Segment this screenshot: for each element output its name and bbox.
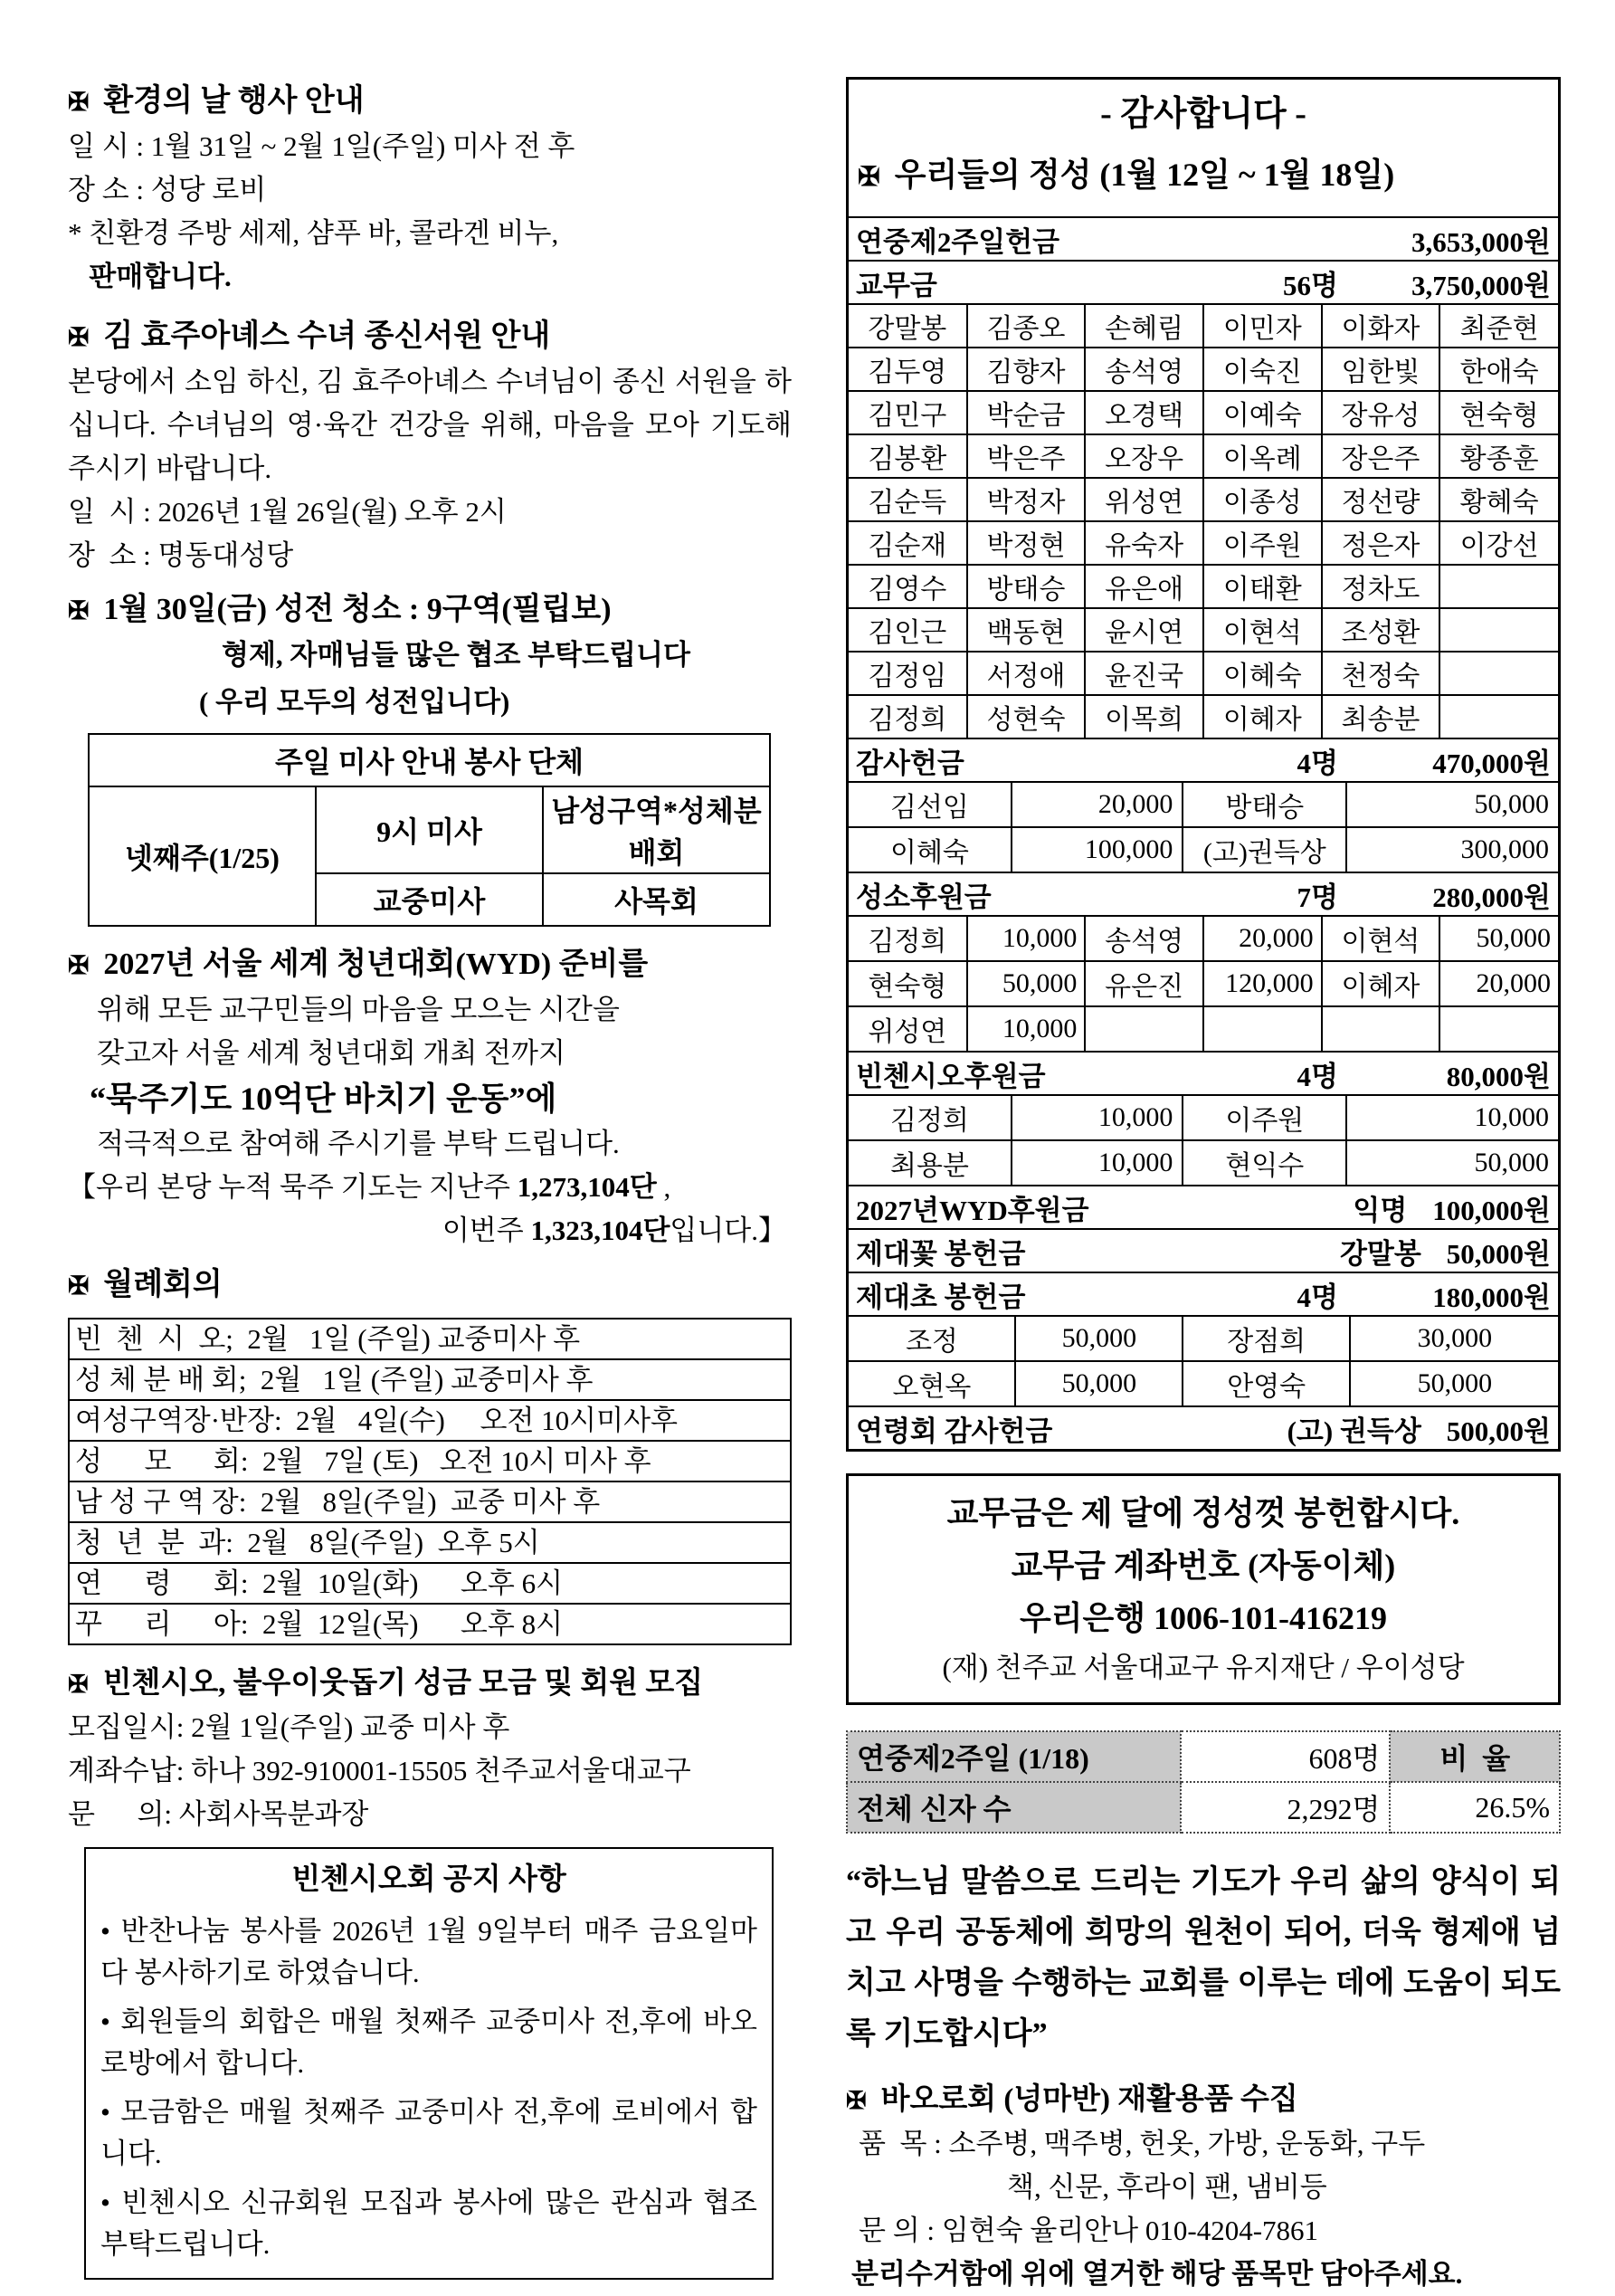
- table-cell: [1439, 652, 1558, 695]
- table-cell: 김봉환: [849, 434, 967, 478]
- mass-week-cell: 넷째주(1/25): [89, 786, 316, 926]
- yeonryeong-label: 연령회 감사헌금: [856, 1415, 1053, 1447]
- table-cell: 윤진국: [1085, 652, 1203, 695]
- table-row: [849, 783, 1558, 827]
- account-info-box: [846, 1473, 1561, 1705]
- monthly-heading: [68, 1263, 792, 1309]
- table-cell: 유은진: [1085, 961, 1203, 1006]
- table-cell: 20,000: [1439, 961, 1558, 1006]
- paulo-warning-line: 분리수거함에 위에 열거한 해당 품목만 담아주세요.: [851, 2258, 1463, 2290]
- table-cell: 오경택: [1085, 391, 1203, 434]
- cross-icon: ✠: [846, 2087, 867, 2114]
- account-line1: 교무금은 제 달에 정성껏 봉헌합시다.: [946, 1495, 1460, 1531]
- table-cell: 조정: [849, 1317, 1015, 1361]
- env-section-heading: [68, 80, 792, 125]
- table-cell: 최준현: [1439, 305, 1558, 348]
- wyd-rosary-lastweek: [68, 1166, 792, 1209]
- vincentfund-amount: 80,000원: [1446, 1060, 1551, 1092]
- table-cell: 황혜숙: [1439, 478, 1558, 521]
- table-cell: 10,000: [1346, 1096, 1558, 1140]
- notice-bullet: • 모금함은 매월 첫째주 교중미사 전,후에 로비에서 합니다.: [100, 2096, 757, 2169]
- env-place-line: 장 소 : 성당 로비: [68, 174, 267, 205]
- cross-icon: ✠: [68, 1272, 90, 1300]
- table-row: [849, 521, 1558, 565]
- table-row: [89, 734, 770, 786]
- cross-icon: ✠: [68, 89, 90, 117]
- monthly-meeting-table: [68, 1318, 792, 1645]
- candle-label: 제대초 봉헌금: [856, 1281, 1026, 1313]
- table-row: [849, 434, 1558, 478]
- wydfund-label: 2027년WYD후원금: [856, 1194, 1089, 1226]
- table-cell: 이화자: [1322, 305, 1440, 348]
- cross-icon: ✠: [68, 952, 90, 980]
- wydfund-summary-row: [849, 1186, 1558, 1230]
- mass-table-header: 주일 미사 안내 봉사 단체: [89, 734, 770, 786]
- candle-detail-table: [849, 1317, 1558, 1407]
- env-title: 환경의 날 행사 안내: [103, 84, 365, 118]
- table-cell: 오장우: [1085, 434, 1203, 478]
- wydfund-donor: 익명: [1353, 1194, 1408, 1226]
- table-cell: 송석영: [1085, 348, 1203, 391]
- thanks-subtitle: [858, 143, 1549, 209]
- vincentfund-label: 빈첸시오후원금: [856, 1060, 1046, 1092]
- table-cell: 장유성: [1322, 391, 1440, 434]
- gamsa-detail-table: [849, 783, 1558, 873]
- gyomugeum-amount: 3,750,000원: [1411, 269, 1551, 301]
- table-row: [849, 1006, 1558, 1052]
- table-cell: 박정자: [967, 478, 1086, 521]
- schedule-row: 꾸 리 아: 2월 12일(목) 오후 8시: [75, 1608, 564, 1640]
- mass-time-cell: 9시 미사: [316, 786, 543, 873]
- offering-amount: 3,653,000원: [1411, 225, 1551, 258]
- cross-icon: ✠: [68, 597, 90, 625]
- cross-icon: ✠: [858, 163, 880, 192]
- table-row: [849, 695, 1558, 738]
- table-cell: 이주원: [1203, 521, 1322, 565]
- candle-summary-row: [849, 1273, 1558, 1317]
- wyd-line4: 적극적으로 참여해 주시기를 부탁 드립니다.: [97, 1128, 620, 1159]
- wyd-title: 2027년 서울 세계 청년대회(WYD) 준비를: [103, 948, 649, 981]
- gyomugeum-count: 56명: [1283, 269, 1338, 301]
- table-cell: 이주원: [1183, 1096, 1346, 1140]
- nun-date-line: 일 시 : 2026년 1월 26일(월) 오후 2시: [68, 496, 507, 528]
- rosary-text: 입니다.】: [670, 1215, 786, 1246]
- table-cell: 위성연: [849, 1006, 967, 1052]
- table-cell: 이민자: [1203, 305, 1322, 348]
- table-cell: 이종성: [1203, 478, 1322, 521]
- table-cell: 박순금: [967, 391, 1086, 434]
- seongso-amount: 280,000원: [1432, 881, 1551, 913]
- table-row: [847, 1731, 1560, 1782]
- table-row: [849, 305, 1558, 348]
- table-cell: 김정희: [849, 917, 967, 961]
- seongso-label: 성소후원금: [856, 881, 992, 913]
- table-cell: 김종오: [967, 305, 1086, 348]
- table-row: [847, 1782, 1560, 1833]
- gamsa-label: 감사헌금: [856, 747, 964, 779]
- table-row: [849, 565, 1558, 608]
- table-cell: 김민구: [849, 391, 967, 434]
- table-cell: 유은애: [1085, 565, 1203, 608]
- table-cell: 강말봉: [849, 305, 967, 348]
- account-number: 우리은행 1006-101-416219: [1019, 1600, 1388, 1636]
- seongso-detail-table: [849, 917, 1558, 1053]
- nun-title: 김 효주아녜스 수녀 종신서원 안내: [103, 319, 551, 353]
- rosary-count-lastweek: 1,273,104단: [517, 1171, 657, 1203]
- table-cell: 현숙형: [849, 961, 967, 1006]
- offering-label: 연중제2주일헌금: [856, 225, 1060, 258]
- table-cell: (고)권득상: [1183, 827, 1346, 872]
- table-cell: 50,000: [1346, 783, 1558, 827]
- env-date-line: 일 시 : 1월 31일 ~ 2월 1일(주일) 미사 전 후: [68, 130, 575, 162]
- vincent-account-line: 계좌수납: 하나 392-910001-15505 천주교서울대교구: [68, 1755, 691, 1786]
- vincent-heading: [68, 1662, 792, 1706]
- table-cell: 이강선: [1439, 521, 1558, 565]
- table-cell: 이혜자: [1203, 695, 1322, 738]
- table-cell: [1439, 565, 1558, 608]
- notice-box-title: 빈첸시오회 공지 사항: [291, 1863, 566, 1896]
- table-cell: 안영숙: [1183, 1361, 1350, 1406]
- vincentfund-count: 4명: [1297, 1060, 1338, 1092]
- table-cell: 임한빛: [1322, 348, 1440, 391]
- wyd-line2: 갖고자 서울 세계 청년대회 개최 전까지: [97, 1037, 565, 1069]
- schedule-row: 성 체 분 배 회; 2월 1일 (주일) 교중미사 후: [70, 1360, 790, 1401]
- table-cell: 정차도: [1322, 565, 1440, 608]
- table-cell: 김인근: [849, 608, 967, 652]
- table-cell: 박정현: [967, 521, 1086, 565]
- table-cell: 김정임: [849, 652, 967, 695]
- cleaning-title: 1월 30일(금) 성전 청소 : 9구역(필립보): [103, 593, 612, 626]
- vincentfund-detail-table: [849, 1096, 1558, 1186]
- table-cell: 50,000: [967, 961, 1086, 1006]
- table-cell: 50,000: [1439, 917, 1558, 961]
- table-cell: 30,000: [1350, 1317, 1558, 1361]
- table-cell: 백동현: [967, 608, 1086, 652]
- paulo-heading: [846, 2078, 1561, 2122]
- yeonryeong-amount: 500,00원: [1446, 1415, 1551, 1447]
- paulo-title: 바오로회 (넝마반) 재활용품 수집: [880, 2083, 1298, 2116]
- table-cell: 50,000: [1015, 1317, 1183, 1361]
- table-row: [849, 961, 1558, 1006]
- mass-time-cell: 교중미사: [316, 873, 543, 926]
- table-cell: 정선량: [1322, 478, 1440, 521]
- vincent-contact-line: 문 의: 사회사목분과장: [68, 1798, 369, 1830]
- env-items-line: * 친환경 주방 세제, 샴푸 바, 콜라겐 비누,: [68, 217, 559, 249]
- table-cell: 10,000: [967, 1006, 1086, 1052]
- table-cell: 성현숙: [967, 695, 1086, 738]
- flower-amount: 50,000원: [1446, 1237, 1551, 1270]
- table-row: [849, 1361, 1558, 1406]
- schedule-row: 여성구역장·반장: 2월 4일(수) 오전 10시미사후: [70, 1401, 790, 1442]
- thanks-title: - 감사합니다 -: [1100, 95, 1306, 133]
- table-cell: 현숙형: [1439, 391, 1558, 434]
- vincent-title: 빈첸시오, 불우이웃돕기 성금 모금 및 회원 모집: [102, 1667, 704, 1700]
- table-row: [849, 608, 1558, 652]
- rosary-text: 이번주: [442, 1215, 531, 1246]
- nun-section-heading: [68, 315, 792, 360]
- table-cell: 100,000: [1012, 827, 1183, 872]
- gyomugeum-label: 교무금: [856, 269, 937, 301]
- table-cell: 한애숙: [1439, 348, 1558, 391]
- table-cell: 현익수: [1183, 1140, 1346, 1186]
- thanks-header: [849, 80, 1558, 218]
- table-row: [849, 1317, 1558, 1361]
- table-cell: 이태환: [1203, 565, 1322, 608]
- wydfund-amount: 100,000원: [1432, 1194, 1551, 1226]
- table-cell: 위성연: [1085, 478, 1203, 521]
- candle-count: 4명: [1297, 1281, 1338, 1313]
- flower-summary-row: [849, 1230, 1558, 1273]
- table-cell: [1439, 695, 1558, 738]
- table-row: [849, 917, 1558, 961]
- table-row: [849, 391, 1558, 434]
- table-row: [849, 1140, 1558, 1186]
- table-cell: 김영수: [849, 565, 967, 608]
- notice-bullet: • 반찬나눔 봉사를 2026년 1월 9일부터 매주 금요일마다 봉사하기로 하였습니다.: [100, 1915, 757, 1988]
- wyd-heading: [68, 943, 792, 988]
- schedule-row: 청 년 분 과: 2월 8일(주일) 오후 5시: [70, 1523, 790, 1564]
- gyomugeum-summary-row: [849, 262, 1558, 305]
- flower-label: 제대꽃 봉헌금: [856, 1237, 1026, 1270]
- cross-icon: ✠: [68, 1671, 89, 1698]
- table-cell: 10,000: [967, 917, 1086, 961]
- right-column: [846, 0, 1561, 2296]
- wyd-rosary-thisweek: [68, 1209, 792, 1253]
- table-cell: 300,000: [1346, 827, 1558, 872]
- paulo-items-line2: 책, 신문, 후라이 팬, 냄비등: [1007, 2171, 1327, 2203]
- mass-guide-table: [88, 733, 771, 927]
- table-cell: 박은주: [967, 434, 1086, 478]
- left-column: [68, 0, 792, 2280]
- schedule-row: 성 모 회: 2월 7일 (토) 오전 10시 미사 후: [70, 1442, 790, 1482]
- seongso-summary-row: [849, 873, 1558, 917]
- table-cell: 장점희: [1183, 1317, 1350, 1361]
- vincent-date-line: 모집일시: 2월 1일(주일) 교중 미사 후: [68, 1711, 510, 1743]
- table-cell: 방태승: [1183, 783, 1346, 827]
- table-cell: 이현석: [1322, 917, 1440, 961]
- schedule-row: 남 성 구 역 장: 2월 8일(주일) 교중 미사 후: [70, 1482, 790, 1523]
- paulo-contact-line: 문 의 : 임현숙 율리안나 010-4204-7861: [859, 2215, 1319, 2246]
- rosary-text: ,: [656, 1171, 671, 1203]
- table-cell: 손혜림: [1085, 305, 1203, 348]
- gamsa-amount: 470,000원: [1432, 747, 1551, 779]
- table-cell: 유숙자: [1085, 521, 1203, 565]
- schedule-row: 연 령 회: 2월 10일(화) 오후 6시: [70, 1564, 790, 1605]
- seongso-count: 7명: [1297, 881, 1338, 913]
- prayer-quote: “하느님 말씀으로 드리는 기도가 우리 삶의 양식이 되고 우리 공동체에 희망의 원천이 되어, 더욱 형제애 넘치고 사명을 수행하는 교회를 이루는 데에 도움이 되도록 기도합시다”: [846, 1865, 1561, 2051]
- table-cell: 장은주: [1322, 434, 1440, 478]
- table-cell: 이혜자: [1322, 961, 1440, 1006]
- stats-week-label: 연중제2주일 (1/18): [847, 1731, 1181, 1782]
- wyd-slogan: “묵주기도 10억단 바치기 운동”에: [90, 1081, 557, 1117]
- table-cell: 조성환: [1322, 608, 1440, 652]
- cleaning-heading: [68, 588, 792, 634]
- attendance-stats-table: [846, 1730, 1561, 1834]
- table-cell: 윤시연: [1085, 608, 1203, 652]
- table-cell: 50,000: [1346, 1140, 1558, 1186]
- stats-week-count: 608명: [1181, 1731, 1390, 1782]
- table-cell: 이목희: [1085, 695, 1203, 738]
- table-cell: 김정희: [849, 1096, 1012, 1140]
- table-cell: [1203, 1006, 1322, 1052]
- table-cell: 50,000: [1350, 1361, 1558, 1406]
- table-cell: 김선임: [849, 783, 1012, 827]
- table-cell: 20,000: [1012, 783, 1183, 827]
- table-cell: 김정희: [849, 695, 967, 738]
- vincentfund-summary-row: [849, 1053, 1558, 1096]
- wyd-line1: 위해 모든 교구민들의 마음을 모으는 시간을: [97, 994, 620, 1025]
- rosary-count-thisweek: 1,323,104단: [530, 1215, 670, 1246]
- table-cell: 방태승: [967, 565, 1086, 608]
- gamsa-count: 4명: [1297, 747, 1338, 779]
- table-cell: 송석영: [1085, 917, 1203, 961]
- table-row: [849, 827, 1558, 872]
- table-cell: 오현옥: [849, 1361, 1015, 1406]
- table-row: [89, 786, 770, 873]
- mass-group-cell: 남성구역*성체분배회: [543, 786, 770, 873]
- table-row: [849, 348, 1558, 391]
- notice-bullet: • 빈첸시오 신규회원 모집과 봉사에 많은 관심과 협조 부탁드립니다.: [100, 2186, 757, 2260]
- table-cell: 이현석: [1203, 608, 1322, 652]
- table-row: [849, 478, 1558, 521]
- cleaning-line3: ( 우리 모두의 성전입니다): [199, 686, 510, 718]
- account-line2: 교무금 계좌번호 (자동이체): [1011, 1548, 1396, 1584]
- table-cell: 이옥례: [1203, 434, 1322, 478]
- table-cell: [1322, 1006, 1440, 1052]
- vincent-notice-box: [84, 1847, 774, 2280]
- account-foundation: (재) 천주교 서울대교구 유지재단 / 우이성당: [942, 1652, 1465, 1683]
- table-cell: 김순재: [849, 521, 967, 565]
- thanks-subtitle-text: 우리들의 정성 (1월 12일 ~ 1월 18일): [894, 157, 1395, 193]
- nun-place-line: 장 소 : 명동대성당: [68, 539, 294, 571]
- rosary-text: 【우리 본당 누적 묵주 기도는 지난주: [68, 1171, 518, 1203]
- donor-names-table: [849, 305, 1558, 739]
- table-cell: 이예숙: [1203, 391, 1322, 434]
- table-cell: 20,000: [1203, 917, 1322, 961]
- table-cell: 이숙진: [1203, 348, 1322, 391]
- table-cell: 최송분: [1322, 695, 1440, 738]
- yeonryeong-donor: (고) 권득상: [1287, 1415, 1421, 1447]
- table-cell: 김향자: [967, 348, 1086, 391]
- stats-total-label: 전체 신자 수: [847, 1782, 1181, 1833]
- table-row: [849, 652, 1558, 695]
- table-cell: [1439, 1006, 1558, 1052]
- cross-icon: ✠: [68, 324, 90, 352]
- gamsa-summary-row: [849, 739, 1558, 783]
- nun-body: 본당에서 소임 하신, 김 효주아녜스 수녀님이 종신 서원을 하십니다. 수녀님의 영·육간 건강을 위해, 마음을 모아 기도해 주시기 바랍니다.: [68, 366, 792, 484]
- table-cell: 120,000: [1203, 961, 1322, 1006]
- table-cell: [1439, 608, 1558, 652]
- table-cell: 김순득: [849, 478, 967, 521]
- stats-total-count: 2,292명: [1181, 1782, 1390, 1833]
- table-cell: 천정숙: [1322, 652, 1440, 695]
- table-cell: 10,000: [1012, 1096, 1183, 1140]
- table-cell: 50,000: [1015, 1361, 1183, 1406]
- notice-bullet-list: [100, 1910, 757, 2265]
- table-cell: 이혜숙: [849, 827, 1012, 872]
- table-cell: 김두영: [849, 348, 967, 391]
- env-sale-line: 판매합니다.: [68, 261, 232, 292]
- offering-summary-row: [849, 218, 1558, 262]
- flower-donor: 강말봉: [1339, 1237, 1421, 1270]
- stats-ratio-header: 비 율: [1390, 1731, 1560, 1782]
- notice-bullet: • 회원들의 회합은 매월 첫째주 교중미사 전,후에 바오로방에서 합니다.: [100, 2005, 757, 2079]
- monthly-title: 월례회의: [103, 1268, 223, 1301]
- table-cell: 정은자: [1322, 521, 1440, 565]
- table-cell: 이혜숙: [1203, 652, 1322, 695]
- table-cell: 10,000: [1012, 1140, 1183, 1186]
- table-cell: 황종훈: [1439, 434, 1558, 478]
- table-cell: 최용분: [849, 1140, 1012, 1186]
- paulo-items-line1: 품 목 : 소주병, 맥주병, 헌옷, 가방, 운동화, 구두: [859, 2128, 1426, 2159]
- stats-ratio-value: 26.5%: [1390, 1782, 1560, 1833]
- table-cell: 서정애: [967, 652, 1086, 695]
- thanks-table: [846, 77, 1561, 1452]
- table-row: [849, 1096, 1558, 1140]
- table-cell: [1085, 1006, 1203, 1052]
- cleaning-line2: 형제, 자매님들 많은 협조 부탁드립니다: [222, 639, 690, 671]
- schedule-row: 빈 첸 시 오; 2월 1일 (주일) 교중미사 후: [70, 1319, 790, 1360]
- yeonryeong-summary-row: [849, 1407, 1558, 1449]
- candle-amount: 180,000원: [1432, 1281, 1551, 1313]
- mass-group-cell: 사목회: [543, 873, 770, 926]
